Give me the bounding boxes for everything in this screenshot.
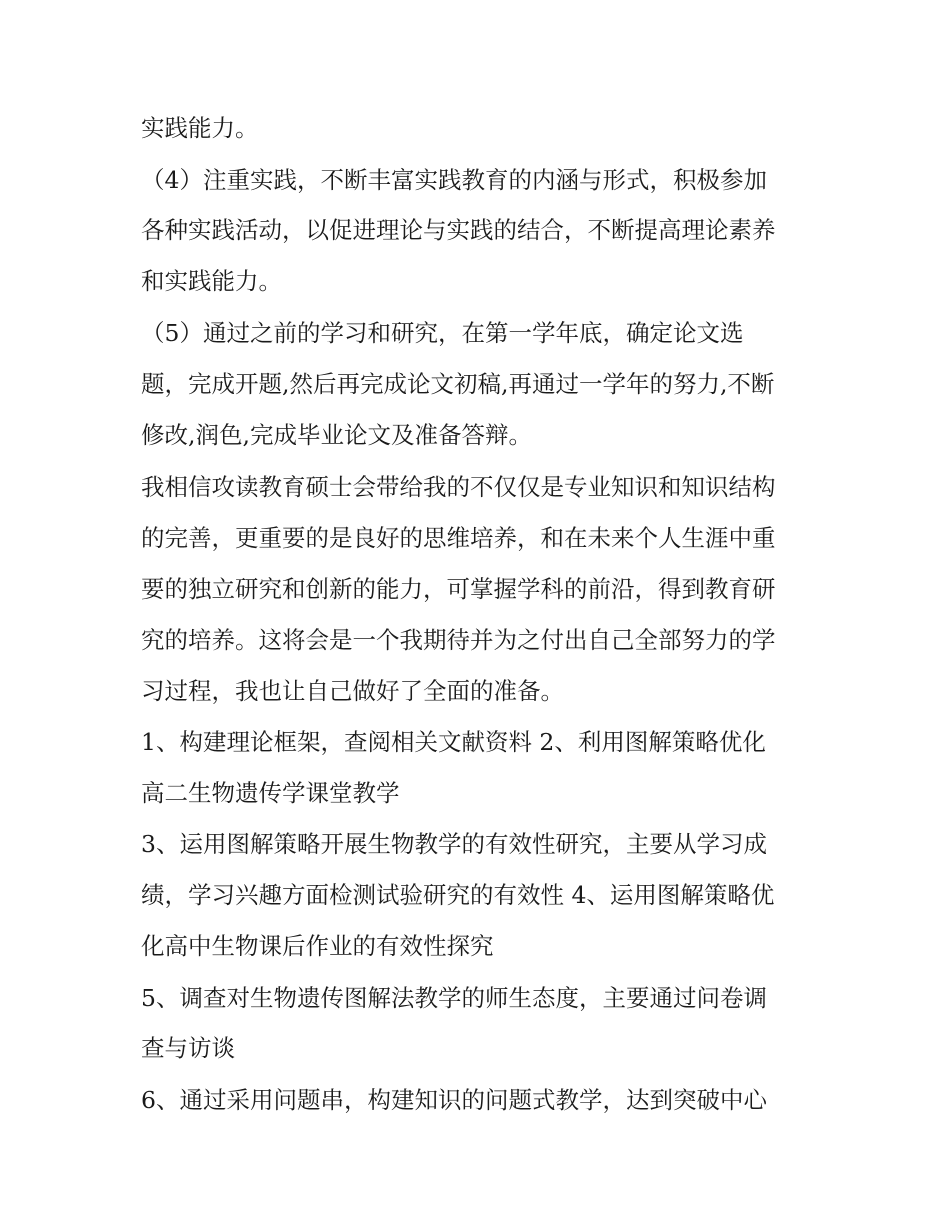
text-line: 绩，学习兴趣方面检测试验研究的有效性 4、运用图解策略优 xyxy=(141,881,775,909)
text-line: 实践能力。 xyxy=(141,114,259,142)
text-line: 3、运用图解策略开展生物教学的有效性研究，主要从学习成 xyxy=(141,830,767,858)
text-line: 高二生物遗传学课堂教学 xyxy=(141,779,400,807)
text-line: 的完善，更重要的是良好的思维培养，和在未来个人生涯中重 xyxy=(141,524,776,552)
text-line: 究的培养。这将会是一个我期待并为之付出自己全部努力的学 xyxy=(141,626,776,654)
text-line: 各种实践活动，以促进理论与实践的结合，不断提高理论素养 xyxy=(141,216,776,244)
text-line: 修改,润色,完成毕业论文及准备答辩。 xyxy=(141,421,532,449)
text-line: 习过程，我也让自己做好了全面的准备。 xyxy=(141,677,564,705)
text-line: 5、调查对生物遗传图解法教学的师生态度，主要通过问卷调 xyxy=(141,984,767,1012)
text-line: 我相信攻读教育硕士会带给我的不仅仅是专业知识和知识结构 xyxy=(141,473,776,501)
text-line: 化高中生物课后作业的有效性探究 xyxy=(141,932,494,960)
text-line: 查与访谈 xyxy=(141,1034,235,1062)
text-line: 1、构建理论框架，查阅相关文献资料 2、利用图解策略优化 xyxy=(141,728,766,756)
text-line: （4）注重实践，不断丰富实践教育的内涵与形式，积极参加 xyxy=(141,166,767,194)
text-line: 要的独立研究和创新的能力，可掌握学科的前沿，得到教育研 xyxy=(141,575,776,603)
text-line: 和实践能力。 xyxy=(141,267,282,295)
text-line: （5）通过之前的学习和研究，在第一学年底，确定论文选 xyxy=(141,319,744,347)
text-line: 题，完成开题,然后再完成论文初稿,再通过一学年的努力,不断 xyxy=(141,370,775,398)
text-line: 6、通过采用问题串，构建知识的问题式教学，达到突破中心 xyxy=(141,1086,767,1114)
